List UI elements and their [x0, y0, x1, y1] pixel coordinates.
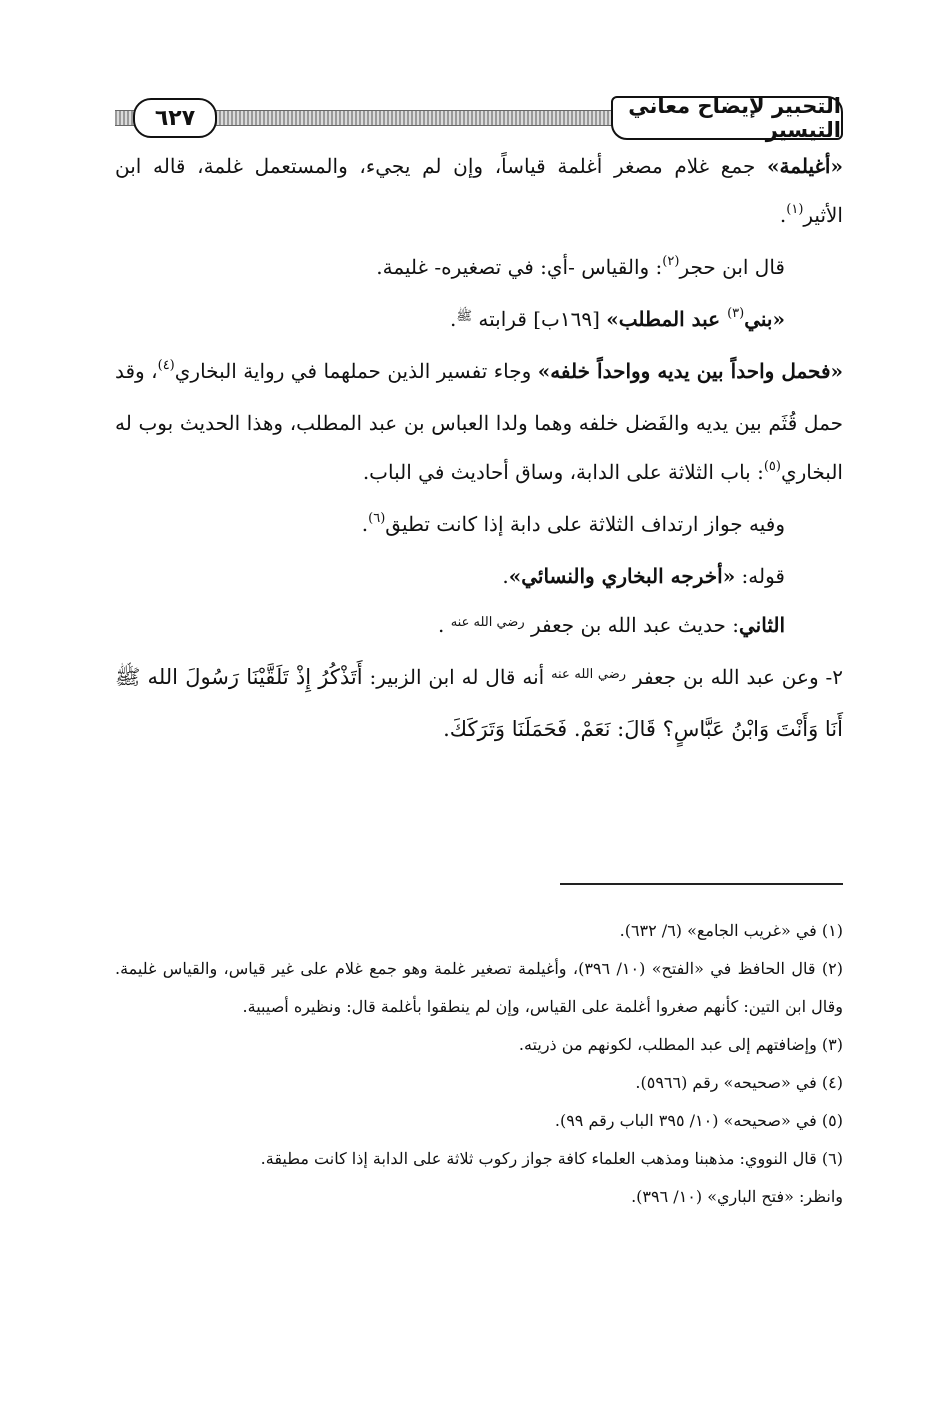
footnote-ref: (٣)	[727, 306, 745, 321]
book-title: التحبير لإيضاح معاني التيسير	[611, 96, 843, 140]
footnote-ref: (٦)	[368, 511, 386, 526]
salutation-glyph: ﷺ	[456, 309, 473, 324]
text-run: .	[779, 203, 787, 227]
footnotes	[115, 912, 843, 1216]
footnote-ref: (٥)	[763, 459, 781, 474]
text-run: : باب الثلاثة على الدابة، وساق أحاديث في الباب.	[362, 460, 764, 484]
paragraph	[115, 295, 843, 347]
footnote-ref: (٢)	[662, 254, 680, 269]
footnote: (٦) قال النووي: مذهبنا ومذهب العلماء كافة جواز ركوب ثلاثة على الدابة إذا كانت مطيقة.	[260, 1149, 843, 1168]
text-run: : والقياس -أي: في تصغيره- غليمة.	[376, 255, 663, 279]
quoted-term: «أخرجه البخاري والنسائي»	[508, 564, 736, 588]
paragraph	[115, 243, 843, 295]
paragraph	[115, 347, 843, 500]
footnote: وانظر: «فتح الباري» (١٠/ ٣٩٦).	[631, 1187, 843, 1206]
section-label: الثاني	[738, 613, 785, 637]
footnote: (٣) وإضافتهم إلى عبد المطلب، لكونهم من ذريته.	[518, 1035, 843, 1054]
salutation-glyph: رضي الله عنه	[551, 667, 627, 682]
footnote: (٥) في «صحيحه» (١٠/ ٣٩٥ الباب رقم ٩٩).	[554, 1111, 843, 1130]
footnote-ref: (٤)	[157, 358, 175, 373]
main-text	[115, 142, 843, 754]
paragraph	[115, 601, 843, 653]
text-run: : حديث عبد الله بن جعفر	[524, 613, 739, 637]
footnote: (١) في «غريب الجامع» (٦/ ٦٣٢).	[619, 921, 843, 940]
text-run: .	[449, 307, 457, 331]
text-run: ، وقد حمل قُثَم بين يديه والفَضل خلفه وهما ولدا العباس بن عبد المطلب، وهذا الحديث بوب له البخاري	[115, 359, 843, 484]
text-run: وفيه جواز ارتداف الثلاثة على دابة إذا كانت تطيق	[385, 512, 785, 536]
footnote-divider	[560, 883, 843, 885]
text-run: ٢- وعن عبد الله بن جعفر	[626, 665, 844, 689]
footnote: (٢) قال الحافظ في «الفتح» (١٠/ ٣٩٦)، وأغيلمة تصغير غلمة وهو جمع غلام على غير قياس، والقياس غليمة. وقال ابن التين: كأنهم صغروا أغلمة على القياس، وإن لم ينطقوا بأغلمة قال: ونظيره أصيبية.	[115, 959, 843, 1016]
paragraph	[115, 142, 843, 243]
text-run: .	[361, 512, 369, 536]
footnote: (٤) في «صحيحه» رقم (٥٩٦٦).	[635, 1073, 843, 1092]
hadith-paragraph	[115, 653, 843, 754]
quoted-term: «فحمل واحداً بين يديه وواحداً خلفه»	[537, 359, 844, 383]
quoted-term: «بني	[744, 307, 785, 331]
text-run: [١٦٩ب] قرابته	[472, 307, 607, 331]
hadith-text: أَتَذْكُرُ إِذْ تَلَقَّيْنَا رَسُولَ الله ﷺ أَنَا وَأَنْتَ وَابْنُ عَبَّاسٍ؟ قَالَ: نَعَمْ. فَحَمَلَنَا وَتَرَكَكَ.	[115, 665, 843, 741]
text-run: وجاء تفسير الذين حملهما في رواية البخاري	[174, 359, 538, 383]
page-number: ٦٢٧	[133, 98, 217, 138]
paragraph	[115, 500, 843, 552]
text-run: .	[502, 564, 509, 588]
quoted-term: «أغيلمة»	[767, 154, 843, 178]
text-run: قوله:	[735, 564, 785, 588]
salutation-glyph: رضي الله عنه	[450, 615, 525, 630]
text-run: قال ابن حجر	[679, 255, 785, 279]
text-run: .	[437, 613, 451, 637]
footnote-ref: (١)	[786, 202, 804, 217]
paragraph	[115, 552, 843, 601]
text-run: جمع غلام مصغر أغلمة قياساً، وإن لم يجيء، والمستعمل غلمة، قاله ابن الأثير	[115, 154, 843, 227]
running-header	[115, 94, 843, 142]
quoted-term: عبد المطلب»	[606, 307, 728, 331]
text-run: أنه قال له ابن الزبير:	[362, 665, 552, 689]
